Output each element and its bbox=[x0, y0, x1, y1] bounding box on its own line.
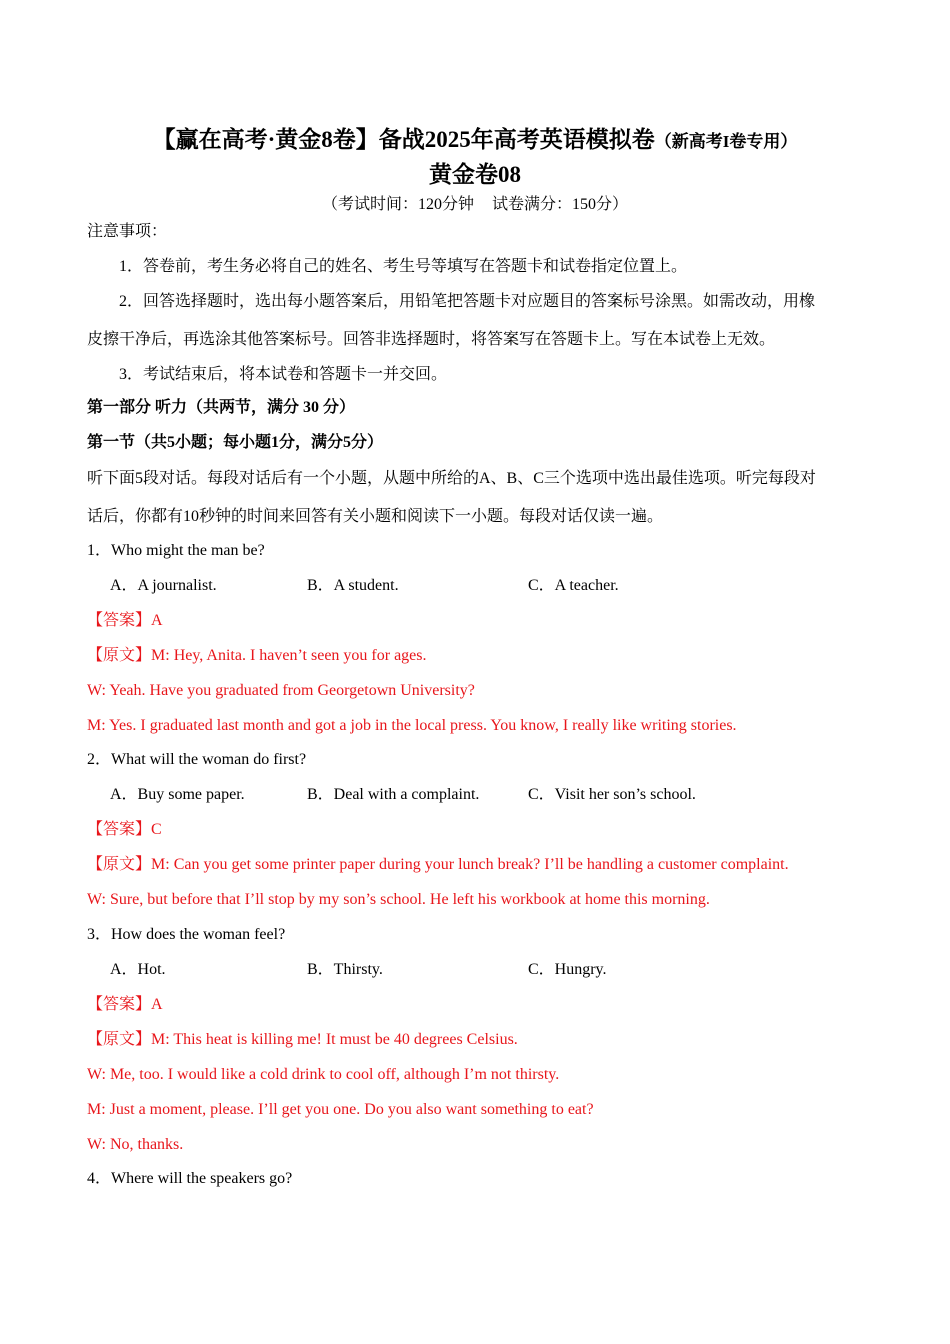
question-2-option-b: B．Deal with a complaint. bbox=[307, 786, 480, 803]
script-label: 【原文】 bbox=[87, 647, 152, 664]
notice-heading: 注意事项： bbox=[87, 223, 168, 240]
script-line: M: This heat is killing me! It must be 40 degrees Celsius. bbox=[151, 1031, 518, 1048]
question-2-answer bbox=[87, 820, 162, 840]
question-2-option-a: A．Buy some paper. bbox=[110, 786, 245, 803]
answer-value: C bbox=[151, 821, 162, 838]
answer-label: 【答案】 bbox=[87, 996, 152, 1013]
page-title bbox=[0, 125, 950, 157]
question-3-option-b: B．Thirsty. bbox=[307, 961, 383, 978]
question-1-option-c: C．A teacher. bbox=[528, 577, 619, 594]
question-1-answer bbox=[87, 611, 163, 631]
script-line: M: Can you get some printer paper during your lunch break? I’ll be handling a customer complaint. bbox=[151, 856, 789, 873]
part1-heading: 第一部分 听力（共两节，满分 30 分） bbox=[87, 399, 356, 416]
question-3-stem: 3．How does the woman feel? bbox=[87, 926, 286, 943]
paper-name: 黄金卷08 bbox=[429, 162, 521, 187]
question-2-option-c: C．Visit her son’s school. bbox=[528, 786, 696, 803]
question-2-script-1 bbox=[87, 855, 789, 875]
question-3-option-c: C．Hungry. bbox=[528, 961, 607, 978]
answer-value: A bbox=[151, 612, 163, 629]
notice-item-2a: 2．回答选择题时，选出每小题答案后，用铅笔把答题卡对应题目的答案标号涂黑。如需改动，用橡 bbox=[119, 293, 816, 310]
question-1-option-a: A．A journalist. bbox=[110, 577, 217, 594]
question-1-script-1 bbox=[87, 646, 427, 666]
title-main: 【赢在高考·黄金8卷】备战2025年高考英语模拟卷 bbox=[152, 127, 655, 152]
question-1-script-2: W: Yeah. Have you graduated from Georgetown University? bbox=[87, 682, 475, 699]
question-3-answer bbox=[87, 995, 163, 1015]
answer-label: 【答案】 bbox=[87, 612, 152, 629]
section1-heading: 第一节（共5小题；每小题1分，满分5分） bbox=[87, 434, 384, 451]
question-1-script-3: M: Yes. I graduated last month and got a job in the local press. You know, I really like writing stories. bbox=[87, 717, 737, 734]
instructions-a: 听下面5段对话。每段对话后有一个小题，从题中所给的A、B、C三个选项中选出最佳选项。听完每段对 bbox=[87, 470, 816, 487]
exam-score: 试卷满分：150分） bbox=[492, 196, 629, 213]
exam-time: （考试时间：120分钟 bbox=[321, 196, 474, 213]
question-3-script-2: W: Me, too. I would like a cold drink to cool off, although I’m not thirsty. bbox=[87, 1066, 560, 1083]
question-2-script-2: W: Sure, but before that I’ll stop by my son’s school. He left his workbook at home this morning. bbox=[87, 891, 710, 908]
question-1-stem: 1．Who might the man be? bbox=[87, 542, 265, 559]
question-4-stem: 4．Where will the speakers go? bbox=[87, 1170, 293, 1187]
instructions-b: 话后，你都有10秒钟的时间来回答有关小题和阅读下一小题。每段对话仅读一遍。 bbox=[87, 508, 664, 525]
exam-meta bbox=[0, 195, 950, 215]
question-2-stem: 2．What will the woman do first? bbox=[87, 751, 307, 768]
answer-value: A bbox=[151, 996, 163, 1013]
question-3-script-1 bbox=[87, 1030, 518, 1050]
notice-item-2b: 皮擦干净后，再选涂其他答案标号。回答非选择题时，将答案写在答题卡上。写在本试卷上无效。 bbox=[87, 331, 776, 348]
notice-item-3: 3．考试结束后，将本试卷和答题卡一并交回。 bbox=[119, 366, 448, 383]
script-label: 【原文】 bbox=[87, 856, 152, 873]
question-3-option-a: A．Hot. bbox=[110, 961, 166, 978]
question-3-script-3: M: Just a moment, please. I’ll get you one. Do you also want something to eat? bbox=[87, 1101, 594, 1118]
question-1-option-b: B．A student. bbox=[307, 577, 399, 594]
script-label: 【原文】 bbox=[87, 1031, 152, 1048]
question-3-script-4: W: No, thanks. bbox=[87, 1136, 184, 1153]
title-sub: （新高考I卷专用） bbox=[654, 132, 798, 151]
answer-label: 【答案】 bbox=[87, 821, 152, 838]
script-line: M: Hey, Anita. I haven’t seen you for ages. bbox=[151, 647, 427, 664]
notice-item-1: 1．答卷前，考生务必将自己的姓名、考生号等填写在答题卡和试卷指定位置上。 bbox=[119, 258, 688, 275]
